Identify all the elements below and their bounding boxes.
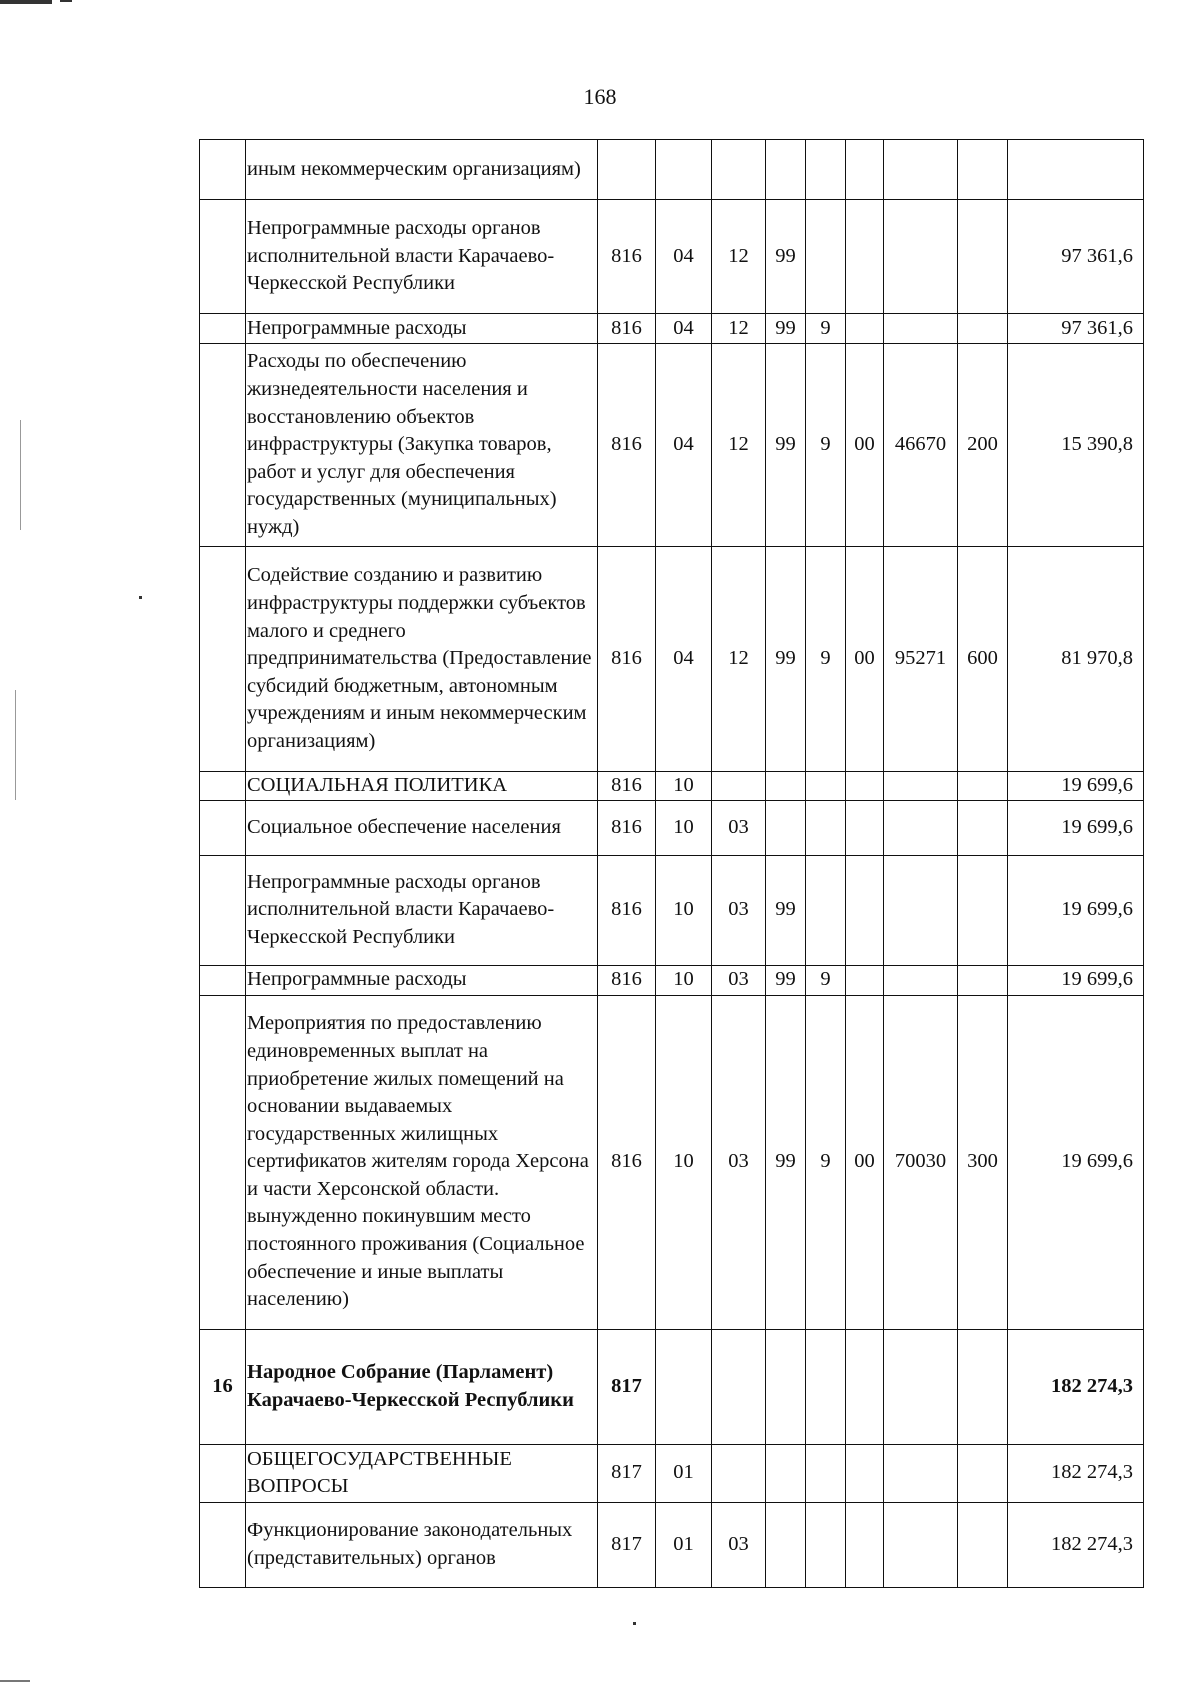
row-pr xyxy=(712,1329,766,1444)
row-vr xyxy=(958,140,1008,200)
row-name: Мероприятия по предоставлению единовременных выплат на приобретение жилых помещений на основании выдаваемых государственных жилищных сертификатов жителям города Херсона и части Херсонской области. вынужденно покинувшим место постоянного проживания (Социальное обеспечение и иные выплаты населению) xyxy=(246,995,598,1329)
table-row xyxy=(200,314,1144,344)
row-cs2: 9 xyxy=(806,314,846,344)
scan-mark xyxy=(20,420,21,530)
row-number xyxy=(200,965,246,995)
row-cs3: 00 xyxy=(846,995,884,1329)
row-cs3 xyxy=(846,200,884,314)
row-cs3 xyxy=(846,1329,884,1444)
row-pr: 12 xyxy=(712,314,766,344)
table-row xyxy=(200,140,1144,200)
row-rz: 10 xyxy=(656,772,712,801)
row-sum: 97 361,6 xyxy=(1008,314,1144,344)
row-cs4: 46670 xyxy=(884,344,958,547)
row-vr: 200 xyxy=(958,344,1008,547)
row-rz: 10 xyxy=(656,855,712,965)
row-name: Непрограммные расходы xyxy=(246,314,598,344)
row-pr: 03 xyxy=(712,995,766,1329)
row-number xyxy=(200,1502,246,1587)
table-row xyxy=(200,800,1144,855)
row-name: Функционирование законодательных (представительных) органов xyxy=(246,1502,598,1587)
row-cs1: 99 xyxy=(766,855,806,965)
scan-mark xyxy=(633,1622,636,1625)
row-cs2: 9 xyxy=(806,344,846,547)
row-ved: 816 xyxy=(598,965,656,995)
row-rz: 10 xyxy=(656,800,712,855)
row-number: 16 xyxy=(200,1329,246,1444)
row-vr xyxy=(958,965,1008,995)
row-ved: 816 xyxy=(598,772,656,801)
row-cs4 xyxy=(884,200,958,314)
row-vr xyxy=(958,1444,1008,1502)
scan-mark xyxy=(0,0,52,4)
row-cs4 xyxy=(884,140,958,200)
page-number: 168 xyxy=(583,84,617,109)
row-cs1 xyxy=(766,800,806,855)
row-sum: 19 699,6 xyxy=(1008,965,1144,995)
table-row xyxy=(200,344,1144,547)
row-vr xyxy=(958,1502,1008,1587)
table-row xyxy=(200,1502,1144,1587)
row-cs2 xyxy=(806,1329,846,1444)
row-cs3: 00 xyxy=(846,547,884,772)
scan-mark xyxy=(0,1680,30,1682)
row-rz xyxy=(656,1329,712,1444)
row-sum: 97 361,6 xyxy=(1008,200,1144,314)
row-cs2: 9 xyxy=(806,995,846,1329)
scan-mark xyxy=(139,596,142,599)
row-ved: 816 xyxy=(598,200,656,314)
row-rz: 04 xyxy=(656,547,712,772)
row-rz: 04 xyxy=(656,344,712,547)
row-cs3 xyxy=(846,314,884,344)
row-cs1 xyxy=(766,1329,806,1444)
row-cs4 xyxy=(884,855,958,965)
row-cs2 xyxy=(806,140,846,200)
row-cs1: 99 xyxy=(766,200,806,314)
row-cs3: 00 xyxy=(846,344,884,547)
row-cs4 xyxy=(884,1329,958,1444)
row-cs4 xyxy=(884,772,958,801)
row-name: Социальное обеспечение населения xyxy=(246,800,598,855)
row-cs1: 99 xyxy=(766,547,806,772)
row-rz: 04 xyxy=(656,314,712,344)
row-cs2 xyxy=(806,800,846,855)
budget-table xyxy=(199,139,1144,1588)
row-cs1 xyxy=(766,1444,806,1502)
row-ved: 816 xyxy=(598,314,656,344)
row-vr xyxy=(958,314,1008,344)
row-pr xyxy=(712,772,766,801)
row-vr xyxy=(958,772,1008,801)
table-row xyxy=(200,200,1144,314)
table-row xyxy=(200,1444,1144,1502)
row-vr xyxy=(958,855,1008,965)
row-rz: 10 xyxy=(656,965,712,995)
row-name: Народное Собрание (Парламент) Карачаево-Черкесской Республики xyxy=(246,1329,598,1444)
row-ved: 817 xyxy=(598,1444,656,1502)
row-pr xyxy=(712,140,766,200)
row-ved: 816 xyxy=(598,995,656,1329)
row-number xyxy=(200,800,246,855)
row-cs4: 95271 xyxy=(884,547,958,772)
row-sum: 19 699,6 xyxy=(1008,855,1144,965)
row-cs2: 9 xyxy=(806,547,846,772)
row-cs2 xyxy=(806,1502,846,1587)
row-pr: 03 xyxy=(712,800,766,855)
row-sum: 19 699,6 xyxy=(1008,772,1144,801)
row-cs1: 99 xyxy=(766,314,806,344)
row-name: ОБЩЕГОСУДАРСТВЕННЫЕ ВОПРОСЫ xyxy=(246,1444,598,1502)
row-cs2 xyxy=(806,1444,846,1502)
row-ved: 816 xyxy=(598,344,656,547)
row-ved: 816 xyxy=(598,800,656,855)
row-cs2 xyxy=(806,855,846,965)
row-rz: 01 xyxy=(656,1502,712,1587)
table-body xyxy=(200,140,1144,1588)
row-sum: 19 699,6 xyxy=(1008,800,1144,855)
row-name: Непрограммные расходы органов исполнительной власти Карачаево-Черкесской Республики xyxy=(246,200,598,314)
row-ved: 816 xyxy=(598,855,656,965)
row-number xyxy=(200,772,246,801)
row-cs4 xyxy=(884,1444,958,1502)
row-number xyxy=(200,140,246,200)
row-cs3 xyxy=(846,1444,884,1502)
row-sum: 81 970,8 xyxy=(1008,547,1144,772)
row-cs1 xyxy=(766,1502,806,1587)
row-sum: 19 699,6 xyxy=(1008,995,1144,1329)
row-cs4 xyxy=(884,314,958,344)
row-cs3 xyxy=(846,1502,884,1587)
row-cs1: 99 xyxy=(766,995,806,1329)
row-name: Расходы по обеспечению жизнедеятельности населения и восстановлению объектов инфраструктуры (Закупка товаров, работ и услуг для обеспечения государственных (муниципальных) нужд) xyxy=(246,344,598,547)
row-cs3 xyxy=(846,965,884,995)
row-number xyxy=(200,995,246,1329)
scan-mark xyxy=(15,690,16,800)
row-cs2: 9 xyxy=(806,965,846,995)
row-rz xyxy=(656,140,712,200)
row-vr: 300 xyxy=(958,995,1008,1329)
table-row xyxy=(200,547,1144,772)
row-number xyxy=(200,314,246,344)
table-row xyxy=(200,1329,1144,1444)
scan-mark xyxy=(60,0,72,2)
row-pr xyxy=(712,1444,766,1502)
row-pr: 12 xyxy=(712,200,766,314)
row-ved: 817 xyxy=(598,1329,656,1444)
table-row xyxy=(200,965,1144,995)
table-row xyxy=(200,772,1144,801)
row-name: Содействие созданию и развитию инфраструктуры поддержки субъектов малого и среднего предпринимательства (Предоставление субсидий бюджетным, автономным учреждениям и иным некоммерческим организациям) xyxy=(246,547,598,772)
row-vr: 600 xyxy=(958,547,1008,772)
row-sum: 15 390,8 xyxy=(1008,344,1144,547)
row-rz: 01 xyxy=(656,1444,712,1502)
table-row xyxy=(200,995,1144,1329)
row-cs1 xyxy=(766,140,806,200)
row-cs3 xyxy=(846,855,884,965)
row-number xyxy=(200,344,246,547)
row-cs4: 70030 xyxy=(884,995,958,1329)
row-cs4 xyxy=(884,800,958,855)
row-sum: 182 274,3 xyxy=(1008,1502,1144,1587)
row-ved: 817 xyxy=(598,1502,656,1587)
row-number xyxy=(200,547,246,772)
row-cs1: 99 xyxy=(766,344,806,547)
row-cs2 xyxy=(806,772,846,801)
row-pr: 03 xyxy=(712,1502,766,1587)
row-name: СОЦИАЛЬНАЯ ПОЛИТИКА xyxy=(246,772,598,801)
row-name: иным некоммерческим организациям) xyxy=(246,140,598,200)
row-number xyxy=(200,200,246,314)
row-ved: 816 xyxy=(598,547,656,772)
row-sum xyxy=(1008,140,1144,200)
row-vr xyxy=(958,1329,1008,1444)
row-vr xyxy=(958,200,1008,314)
row-name: Непрограммные расходы органов исполнительной власти Карачаево-Черкесской Республики xyxy=(246,855,598,965)
row-sum: 182 274,3 xyxy=(1008,1329,1144,1444)
row-pr: 12 xyxy=(712,547,766,772)
table-row xyxy=(200,855,1144,965)
row-pr: 12 xyxy=(712,344,766,547)
row-cs3 xyxy=(846,140,884,200)
row-name: Непрограммные расходы xyxy=(246,965,598,995)
row-pr: 03 xyxy=(712,965,766,995)
row-number xyxy=(200,1444,246,1502)
row-cs1 xyxy=(766,772,806,801)
row-pr: 03 xyxy=(712,855,766,965)
row-cs3 xyxy=(846,772,884,801)
row-cs1: 99 xyxy=(766,965,806,995)
row-cs2 xyxy=(806,200,846,314)
row-cs4 xyxy=(884,1502,958,1587)
row-sum: 182 274,3 xyxy=(1008,1444,1144,1502)
row-number xyxy=(200,855,246,965)
row-rz: 04 xyxy=(656,200,712,314)
row-vr xyxy=(958,800,1008,855)
row-rz: 10 xyxy=(656,995,712,1329)
row-cs3 xyxy=(846,800,884,855)
row-ved xyxy=(598,140,656,200)
row-cs4 xyxy=(884,965,958,995)
